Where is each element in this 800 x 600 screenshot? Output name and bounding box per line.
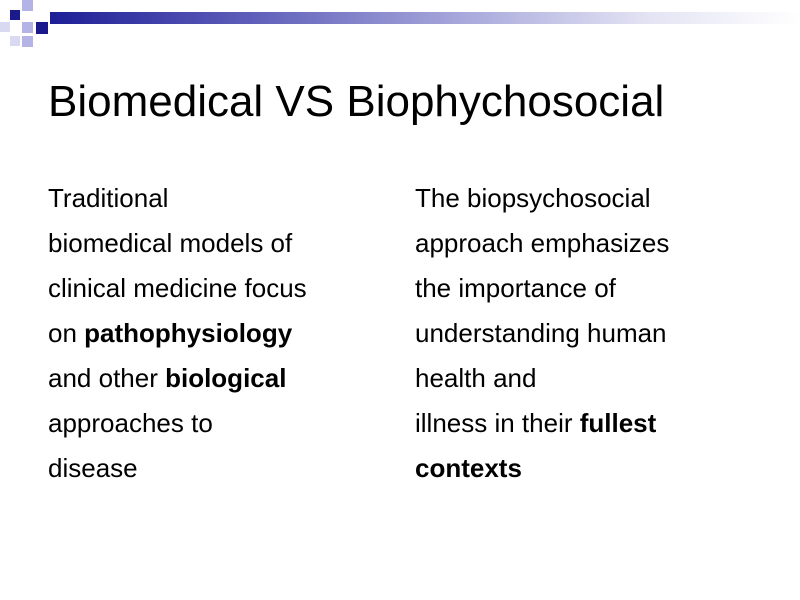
header-decoration [0,0,800,60]
body-text: Traditional [48,183,169,213]
text-line [415,356,735,401]
text-line [415,176,735,221]
text-line [415,311,735,356]
emphasis-text: biological [165,363,287,393]
emphasis-text: pathophysiology [84,318,293,348]
text-line [48,176,368,221]
decor-square-pale [10,36,20,46]
body-text: and other [48,363,166,393]
text-line [48,311,368,356]
decor-square-lavender [22,22,33,33]
text-line [415,446,735,491]
body-text: the importance of [415,273,616,303]
text-line [415,266,735,311]
body-text: understanding human [415,318,667,348]
header-gradient-bar [50,12,800,24]
decor-square-navy [36,22,48,34]
text-line [415,221,735,266]
body-text: health and [415,363,537,393]
decor-square-lavender [22,36,33,47]
text-line [48,356,368,401]
text-line [415,401,735,446]
body-text: biomedical models of [48,228,293,258]
body-text: approaches to [48,408,213,438]
body-text: The biopsychosocial [415,183,651,213]
body-text: clinical medicine focus [48,273,307,303]
text-line [48,401,368,446]
body-text: on [48,318,85,348]
emphasis-text: fullest [579,408,657,438]
decor-square-navy [10,10,20,20]
biopsychosocial-column [415,176,735,491]
text-line [48,221,368,266]
emphasis-text: contexts [415,453,522,483]
body-text: approach emphasizes [415,228,670,258]
body-text: illness in their [415,408,580,438]
slide-title: Biomedical VS Biophychosocial [48,77,665,126]
decor-square-pale [0,22,10,32]
biomedical-column [48,176,368,491]
text-line [48,446,368,491]
body-text: disease [48,453,138,483]
text-line [48,266,368,311]
decor-square-lavender [22,0,33,11]
